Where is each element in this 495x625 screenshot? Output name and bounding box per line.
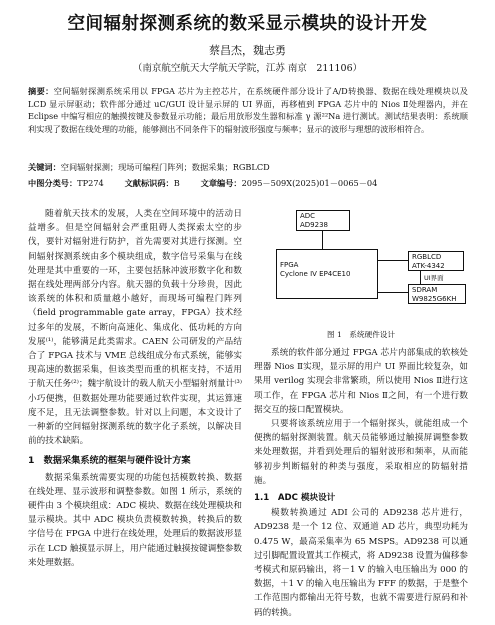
section-1-paragraph: 数据采集系统需要实现的功能包括模数转换、数据在线处理、显示波形和调整参数。如图 1 所示，系统的硬件由 3 个模块组成：ADC 模块、数据在线处理模块和显示模块。其中 ADC 模块负责模数转换，转换后的数字信号在 FPGA 中进行在线处理，处理后的数据波形显示在 LCD 触摸显示屏上，用户能通过触摸按键调整参数来处理数据。 [28, 472, 242, 568]
article-no-value: 2095－509X(2025)01－0065－04 [241, 178, 378, 188]
fpga-block-chip: Cyclone IV EP4CE10 [280, 269, 351, 278]
sdram-block-title: SDRAM [412, 286, 438, 294]
keywords-label: 关键词： [28, 162, 61, 172]
fpga-block-title: FPGA [280, 261, 299, 269]
subsection-1-1-heading: 1.1 ADC 模块设计 [254, 493, 336, 504]
clc-label: 中图分类号： [28, 178, 78, 188]
adc-block-chip: AD9238 [300, 220, 328, 229]
lcd-block-title: RGBLCD [412, 253, 442, 261]
affiliation: （南京航空航天大学航天学院，江苏 南京 211106） [132, 63, 363, 74]
abstract-label: 摘要： [28, 86, 54, 96]
software-paragraph: 系统的软件部分通过 FPGA 芯片内部集成的软核处理器 Nios Ⅱ实现，显示屏的用户 UI 界面比较复杂，如果用 verilog 实现会非常繁琐，所以使用 Nios Ⅱ进行这项工作，在 FPGA 芯片和 Nios Ⅱ之间，有一个进行数据交互的接口配置模块。 [254, 348, 468, 415]
keywords-text: 空间辐射探测；现场可编程门阵列；数据采集；RGBLCD [60, 162, 270, 172]
paper-title: 空间辐射探测系统的数采显示模块的设计开发 [67, 14, 428, 34]
lcd-block-model: ATK-4342 [412, 261, 445, 270]
sdram-block [408, 284, 466, 304]
figure-1-caption: 图 1 系统硬件设计 [327, 330, 395, 339]
right-column [254, 346, 468, 620]
classification-line [28, 177, 468, 189]
sdram-block-model: W9825G6KH [412, 294, 457, 303]
lcd-ui-connector [420, 271, 421, 285]
lcd-block [408, 251, 464, 271]
subsection-1-1-paragraph: 模数转换通过 ADI 公司的 AD9238 芯片进行，AD9238 是一个 12 位、双通道 AD 芯片，典型功耗为 0.475 W，最高采集率为 65 MSPS。AD9238 可以通过引脚配置设置其工作模式，将 AD9238 设置为偏移参考模式和原码输出，将－1 V 的输入电压输出为 000 的数据，＋1 V 的输入电压输出为 FFF 的数据，于是整个工作范围内都输出无符号数，也就不需要进行原码和补码的转换。 [254, 508, 468, 618]
adc-block [296, 210, 350, 231]
doc-code-label: 文献标识码： [124, 178, 174, 188]
keywords [28, 161, 468, 173]
fpga-block [276, 249, 378, 299]
left-column [28, 207, 242, 570]
adc-fpga-connector [322, 231, 323, 249]
authors: 蔡昌杰，魏志勇 [209, 44, 286, 57]
article-no-label: 文章编号： [200, 178, 242, 188]
abstract [28, 85, 468, 135]
fpga-lcd-connector [378, 260, 408, 261]
section-1-heading: 1 数据采集系统的框架与硬件设计方案 [28, 455, 191, 467]
clc-value: TP274 [77, 178, 104, 188]
abstract-text: 空间辐射探测系统采用以 FPGA 芯片为主控芯片，在系统硬件部分设计了A/D转换器、数据在线处理模块以及 LCD 显示屏驱动；软件部分通过 uC/GUI 设计显示屏的 UI 界面，再移植到 FPGA 芯片中的 Nios Ⅱ处理器内，并在 Eclipse 中编写相应的触摸按键及参数显示功能；最后用放形发生器和标准 γ 源²²Na 进行测试。测试结果表明：系统顺利实现了数据在线处理的功能，能够测出不同条件下的辐射波形强度与频率；显示的波形与理想的波形相符合。 [28, 86, 468, 134]
application-paragraph: 只要将该系统应用于一个辐射探头，就能组成一个便携的辐射探测装置。航天员能够通过触摸屏调整参数来处理数据，并看到处理后的辐射波形和频率，从而能够初步判断辐射的种类与强度，采取相应的防辐射措施。 [254, 419, 468, 486]
figure-1-hardware-diagram [254, 208, 468, 340]
adc-block-title: ADC [300, 212, 316, 220]
ui-interface-label: UI界面 [424, 274, 444, 282]
fpga-sdram-connector [378, 292, 408, 293]
doc-code-value: B [173, 178, 180, 188]
intro-paragraph: 随着航天技术的发展，人类在空间环境中的活动日益增多。但是空间辐射会严重阻碍人类探索太空的步伐，要针对辐射进行防护，首先需要对其进行探测。空间辐射探测系统由多个模块组成，数字信号采集与在线处理是其中重要的一环，主要包括脉冲波形数字化和数据在线处理两部分内容。航天器的负载十分珍贵，因此该系统的体积和质量越小越好，而现场可编程门阵列（field programmable gate array，FPGA）技术经过多年的发展，不断向高速化、集成化、低功耗的方向发展⁽¹⁾，能够满足此类需求。CAEN 公司研发的产品结合了 FPGA 技术与 VME 总线组成分布式系统，能够实现高速的数据采集，但该类型而重的机框支持，不适用于航天任务⁽²⁾；魏宇航设计的载人航天小型辐射剂量计⁽³⁾小巧便携，但数据处理功能要通过软件实现，其运算速度不足，且无法调整参数。针对以上问题，本文设计了一种新的空间辐射探测系统的数字化子系统，以解决目前的技术缺陷。 [28, 209, 242, 447]
